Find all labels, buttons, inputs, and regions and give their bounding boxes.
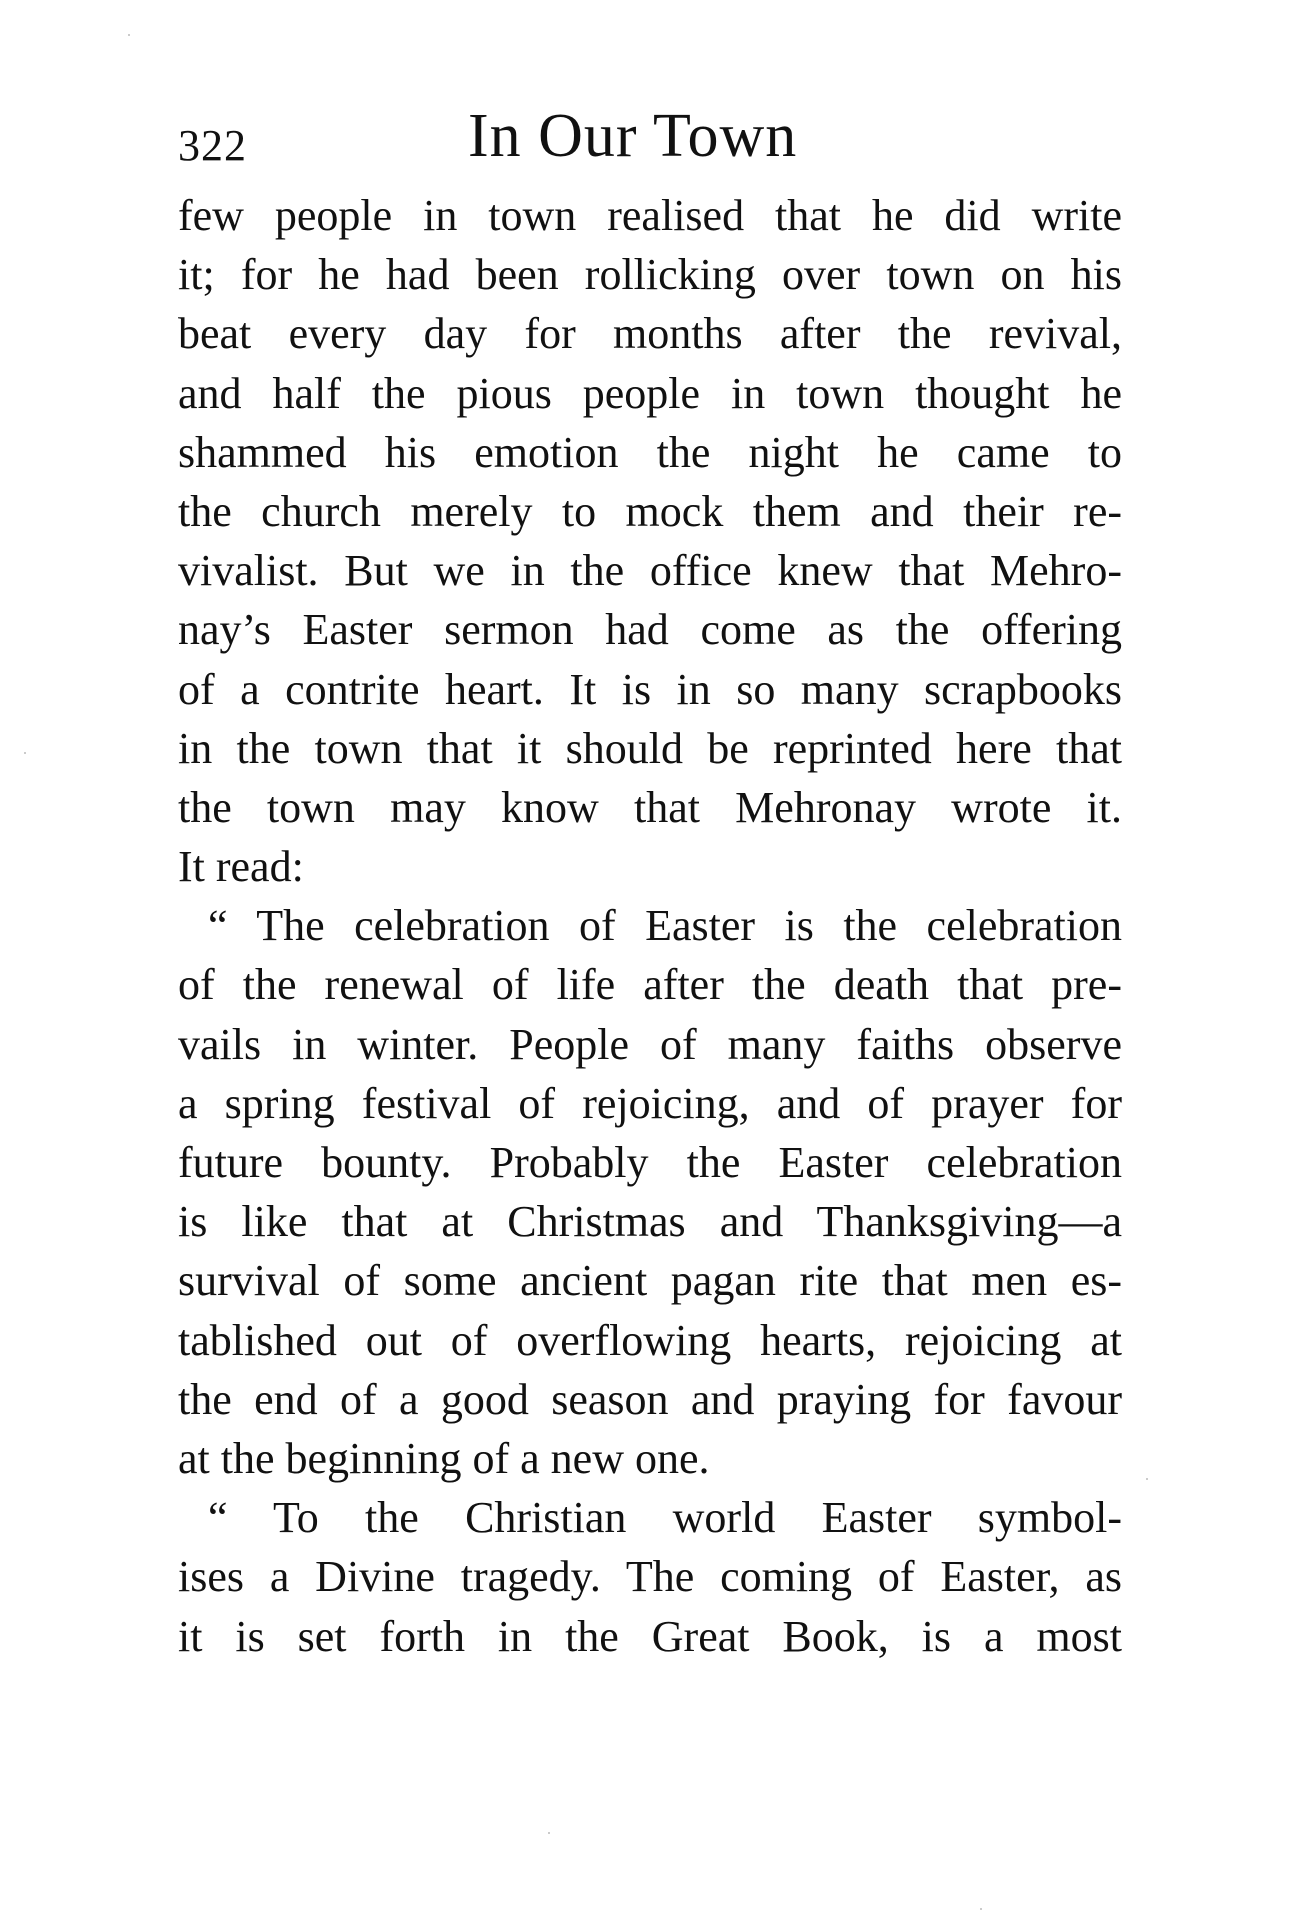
text-line: nay’s Easter sermon had come as the offering [178,605,1122,655]
page-number: 322 [178,121,247,170]
text-line: future bounty. Probably the Easter celebration [178,1138,1122,1187]
text-line: it; for he had been rollicking over town on his [178,250,1122,300]
text-line: it is set forth in the Great Book, is a most [178,1611,1122,1661]
text-line: ises a Divine tragedy. The coming of Easter, as [178,1552,1122,1602]
running-head [178,98,1128,178]
text-line: survival of some ancient pagan rite that men es- [178,1256,1122,1306]
body-text [178,186,1122,1666]
text-line: the end of a good season and praying for favour [178,1374,1122,1424]
text-line: at the beginning of a new one. [178,1433,710,1483]
running-title: In Our Town [468,102,798,170]
text-line: of a contrite heart. It is in so many scrapbooks [178,664,1122,714]
text-line: the town may know that Mehronay wrote it. [178,782,1122,832]
paper-speck [548,1832,550,1834]
paper-speck [980,1908,982,1910]
text-line: is like that at Christmas and Thanksgiving—a [178,1197,1122,1247]
text-line: a spring festival of rejoicing, and of prayer for [178,1078,1122,1128]
text-line: tablished out of overflowing hearts, rejoicing at [178,1315,1122,1365]
text-line: of the renewal of life after the death that pre- [178,960,1122,1010]
text-line: in the town that it should be reprinted here that [178,723,1122,773]
paper-speck [1146,1478,1148,1480]
text-line: shammed his emotion the night he came to [178,427,1122,477]
paper-speck [24,752,26,754]
paragraph-first-line: “ To the Christian world Easter symbol- [208,1493,1122,1543]
text-line: the church merely to mock them and their re- [178,486,1122,536]
paper-speck [128,34,130,36]
paragraph-first-line: “ The celebration of Easter is the celebration [208,901,1122,951]
text-line: beat every day for months after the revival, [178,309,1122,359]
text-line: and half the pious people in town thought he [178,368,1122,418]
text-line: It read: [178,842,304,892]
text-line: vails in winter. People of many faiths observe [178,1019,1122,1069]
text-line: few people in town realised that he did write [178,191,1122,240]
text-line: vivalist. But we in the office knew that Mehro- [178,546,1122,596]
